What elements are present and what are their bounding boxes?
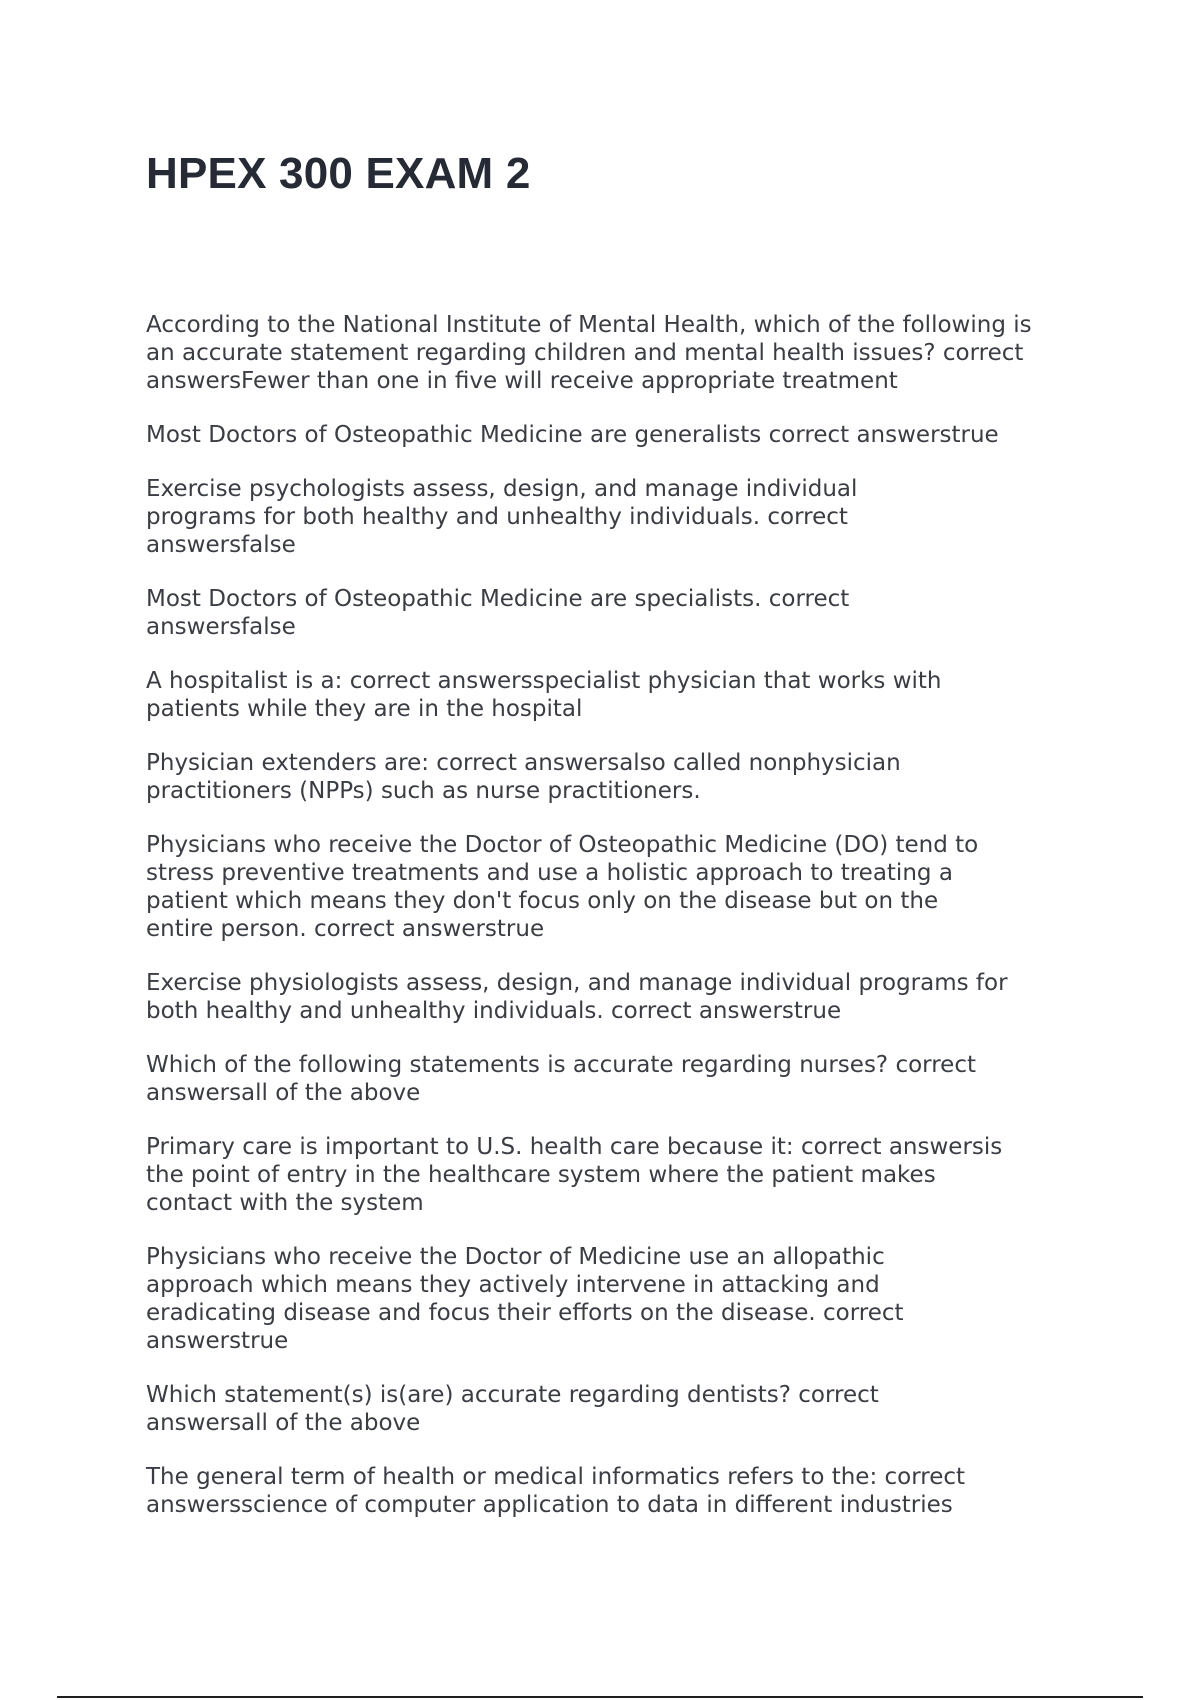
qa-item-5: A hospitalist is a: correct answersspecialist physician that works with patients while they are in the hospital [146, 668, 942, 722]
question-answer-list [146, 311, 1086, 1545]
qa-item-1: According to the National Institute of Mental Health, which of the following is an accurate statement regarding children and mental health issues? correct answersFewer than one in five will receive appropriate treatment [146, 312, 1032, 394]
qa-item-6: Physician extenders are: correct answersalso called nonphysician practitioners (NPPs) such as nurse practitioners. [146, 750, 901, 804]
qa-item-8: Exercise physiologists assess, design, and manage individual programs for both healthy and unhealthy individuals. correct answerstrue [146, 970, 1008, 1024]
qa-item-13: The general term of health or medical informatics refers to the: correct answersscience of computer application to data in different industries [146, 1464, 966, 1518]
qa-item-12: Which statement(s) is(are) accurate regarding dentists? correct answersall of the above [146, 1382, 879, 1436]
qa-item-11: Physicians who receive the Doctor of Medicine use an allopathic approach which means they actively intervene in attacking and eradicating disease and focus their efforts on the disease. correct answerstrue [146, 1244, 904, 1354]
qa-item-2: Most Doctors of Osteopathic Medicine are generalists correct answerstrue [146, 422, 999, 448]
qa-item-9: Which of the following statements is accurate regarding nurses? correct answersall of the above [146, 1052, 976, 1106]
qa-item-4: Most Doctors of Osteopathic Medicine are specialists. correct answersfalse [146, 586, 850, 640]
page-title: HPEX 300 EXAM 2 [146, 149, 531, 198]
qa-item-10: Primary care is important to U.S. health care because it: correct answersis the point of entry in the healthcare system where the patient makes contact with the system [146, 1134, 1003, 1216]
qa-item-7: Physicians who receive the Doctor of Osteopathic Medicine (DO) tend to stress preventive treatments and use a holistic approach to treating a patient which means they don't focus only on the disease but on the entire person. correct answerstrue [146, 832, 979, 942]
footer-divider [57, 1696, 1143, 1698]
qa-item-3: Exercise psychologists assess, design, and manage individual programs for both healthy and unhealthy individuals. correct answersfalse [146, 476, 858, 558]
